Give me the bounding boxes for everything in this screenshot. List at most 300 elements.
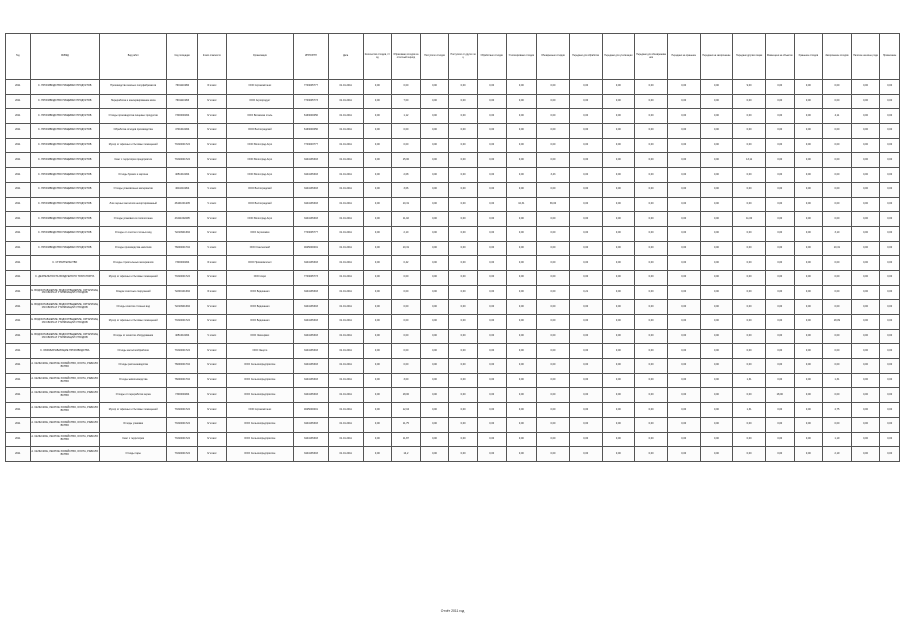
table-cell: 11,00 — [733, 212, 766, 227]
table-cell: 0,00 — [477, 432, 506, 447]
table-cell: 0,00 — [823, 197, 852, 212]
table-cell: С. ПРОИЗВОДСТВО ПИЩЕВЫХ ПРОДУКТОВ — [30, 226, 99, 241]
table-cell: 0,00 — [765, 344, 794, 359]
table-row — [6, 285, 900, 300]
table-cell: 0,00 — [477, 241, 506, 256]
table-cell: 0,00 — [635, 447, 668, 462]
table-cell: 0,00 — [667, 344, 700, 359]
table-cell: 0,00 — [765, 153, 794, 168]
table-cell: А. СЕЛЬСКОЕ, ЛЕСНОЕ ХОЗЯЙСТВО, ОХОТА, РЫБОЛОВСТВО — [30, 447, 99, 462]
table-cell: 0,00 — [700, 388, 733, 403]
table-cell: 0,00 — [537, 124, 570, 139]
table-cell: 0,00 — [420, 182, 449, 197]
table-cell: 76000001704 — [167, 241, 198, 256]
table-cell: 0,00 — [880, 241, 900, 256]
table-row — [6, 241, 900, 256]
table-cell: Смет с территории — [99, 432, 166, 447]
column-header: Захоронение отходов — [823, 34, 852, 80]
table-cell: 0,00 — [733, 315, 766, 330]
table-cell: Мусор от офисных и бытовых помещений — [99, 315, 166, 330]
table-cell: 0,00 — [537, 432, 570, 447]
table-cell: С. ПРОИЗВОДСТВО ПИЩЕВЫХ ПРОДУКТОВ — [30, 168, 99, 183]
table-row — [6, 94, 900, 109]
table-cell: 0,00 — [569, 300, 602, 315]
table-cell: 0,00 — [635, 432, 668, 447]
table-cell: 0,00 — [569, 388, 602, 403]
table-cell: 0,00 — [700, 403, 733, 418]
table-cell: 13,11 — [733, 153, 766, 168]
table-cell: 0,00 — [420, 359, 449, 374]
table-cell: 0,00 — [602, 344, 635, 359]
table-cell: 0,00 — [569, 270, 602, 285]
table-cell: Отходы растениеводства — [99, 359, 166, 374]
table-row — [6, 329, 900, 344]
table-cell: 0,00 — [363, 285, 392, 300]
table-cell: 0,00 — [635, 94, 668, 109]
table-cell: IV класс — [198, 447, 227, 462]
table-cell: 0,00 — [794, 109, 823, 124]
table-cell: 0,00 — [363, 315, 392, 330]
table-cell: 7,00 — [392, 94, 421, 109]
table-cell: ООО Волжская сталь — [226, 109, 293, 124]
table-cell: 0,00 — [880, 403, 900, 418]
table-cell: 0,00 — [794, 373, 823, 388]
table-cell: 0,00 — [420, 153, 449, 168]
table-cell: IV класс — [198, 417, 227, 432]
table-cell: 1,31 — [733, 373, 766, 388]
table-cell: 0,00 — [667, 432, 700, 447]
table-cell: 0,00 — [449, 226, 478, 241]
table-cell: 3,10 — [823, 226, 852, 241]
table-cell: 0,00 — [880, 197, 900, 212]
table-cell: 0,00 — [537, 388, 570, 403]
table-cell: 0,00 — [667, 447, 700, 462]
table-cell: 0,00 — [506, 315, 537, 330]
table-cell: 0,42 — [392, 256, 421, 271]
table-row — [6, 388, 900, 403]
column-header: Примечание — [880, 34, 900, 80]
table-cell: 0,00 — [794, 182, 823, 197]
table-cell: 0,00 — [569, 197, 602, 212]
table-cell: 76011101Б3 — [167, 94, 198, 109]
table-cell: С. ОБРАБАТЫВАЮЩИЕ ПРОИЗВОДСТВА — [30, 344, 99, 359]
table-cell: 0,00 — [733, 109, 766, 124]
table-cell: 0,00 — [506, 138, 537, 153]
table-cell: 0,00 — [733, 447, 766, 462]
table-cell: 0,00 — [765, 300, 794, 315]
table-cell: 0,00 — [700, 447, 733, 462]
table-cell: А. СЕЛЬСКОЕ, ЛЕСНОЕ ХОЗЯЙСТВО, ОХОТА, РЫБОЛОВСТВО — [30, 417, 99, 432]
table-cell: 14,2 — [392, 447, 421, 462]
table-cell: 0,00 — [733, 256, 766, 271]
table-cell: 0,00 — [880, 315, 900, 330]
table-cell: 0,00 — [765, 124, 794, 139]
table-cell: Обработка отходов производства — [99, 124, 166, 139]
table-cell: 0,00 — [363, 168, 392, 183]
table-cell: 0,00 — [449, 388, 478, 403]
table-cell: 0,00 — [569, 417, 602, 432]
table-cell: 0,00 — [765, 432, 794, 447]
table-cell: 0,00 — [569, 256, 602, 271]
table-cell: 0,00 — [700, 256, 733, 271]
table-cell: 0,00 — [667, 182, 700, 197]
table-cell: 3444135303 — [294, 153, 329, 168]
page-footer: Отчёт 2011 год — [440, 609, 465, 613]
table-cell: 0,00 — [537, 300, 570, 315]
table-cell: 11,02 — [392, 212, 421, 227]
table-row — [6, 403, 900, 418]
table-cell: 3,43 — [537, 168, 570, 183]
table-row — [6, 447, 900, 462]
table-cell: IV класс — [198, 138, 227, 153]
table-cell: III класс — [198, 256, 227, 271]
table-cell: ООО Энерго — [226, 344, 293, 359]
table-cell: 01.01.2011 — [328, 212, 363, 227]
table-cell: Отходы металлообработки — [99, 344, 166, 359]
table-cell: 0,00 — [794, 329, 823, 344]
column-header: Наличие на конец года — [851, 34, 880, 80]
table-cell: 72210901394 — [167, 300, 198, 315]
table-cell: 0,00 — [363, 373, 392, 388]
table-cell: 73310001724 — [167, 344, 198, 359]
table-cell: 0,00 — [851, 138, 880, 153]
table-cell: 0,00 — [449, 168, 478, 183]
table-cell: 0,00 — [477, 226, 506, 241]
table-cell: 0,00 — [420, 417, 449, 432]
table-cell: 12,04 — [392, 403, 421, 418]
table-cell: 0,00 — [449, 359, 478, 374]
table-cell: 0,00 — [506, 241, 537, 256]
table-cell: 0,00 — [420, 270, 449, 285]
table-cell: 0,00 — [537, 344, 570, 359]
table-cell: 0,00 — [602, 447, 635, 462]
table-cell: 0,00 — [765, 138, 794, 153]
table-cell: ООО Водоканал — [226, 285, 293, 300]
column-header: Вид работ — [99, 34, 166, 80]
table-cell: С. ПРОИЗВОДСТВО ПИЩЕВЫХ ПРОДУКТОВ — [30, 212, 99, 227]
table-cell: 0,00 — [537, 138, 570, 153]
table-cell: 0,00 — [733, 138, 766, 153]
table-cell: 0,00 — [700, 212, 733, 227]
table-cell: 0,00 — [363, 388, 392, 403]
table-cell: 0,00 — [823, 359, 852, 374]
table-cell: 0,00 — [449, 182, 478, 197]
table-cell: 0,00 — [392, 270, 421, 285]
table-cell: 01.01.2011 — [328, 315, 363, 330]
table-cell: 0,00 — [880, 285, 900, 300]
table-cell: 2011 — [6, 241, 31, 256]
table-cell: 0,00 — [851, 344, 880, 359]
table-cell: 0,00 — [449, 138, 478, 153]
table-cell: 0,00 — [667, 80, 700, 95]
table-cell: 0,00 — [635, 285, 668, 300]
table-cell: 0,00 — [363, 138, 392, 153]
table-cell: IV класс — [198, 270, 227, 285]
table-cell: 0,00 — [363, 300, 392, 315]
column-header: Поступило от других лиц — [449, 34, 478, 80]
table-cell: 0,00 — [506, 109, 537, 124]
table-cell: Е. ВОДОСНАБЖЕНИЕ; ВОДООТВЕДЕНИЕ, ОРГАНИЗАЦИЯ СБОРА И УТИЛИЗАЦИИ ОТХОДОВ — [30, 285, 99, 300]
table-cell: 0,00 — [794, 447, 823, 462]
table-cell: 0,00 — [537, 226, 570, 241]
table-cell: 0,00 — [602, 315, 635, 330]
table-cell: 0,00 — [635, 212, 668, 227]
column-header: Хранение отходов — [794, 34, 823, 80]
table-cell: 0,00 — [880, 300, 900, 315]
table-cell: 0,00 — [477, 417, 506, 432]
table-cell: 7743005773 — [294, 94, 329, 109]
table-cell: 0,00 — [420, 80, 449, 95]
table-cell: 0,00 — [420, 344, 449, 359]
table-cell: 0,00 — [765, 168, 794, 183]
table-cell: 0,00 — [420, 109, 449, 124]
table-cell: 0,00 — [392, 344, 421, 359]
table-cell: 0,00 — [794, 388, 823, 403]
table-cell: IV класс — [198, 168, 227, 183]
table-cell: 0,00 — [363, 94, 392, 109]
table-cell: 0,00 — [477, 270, 506, 285]
table-cell: 0,00 — [880, 417, 900, 432]
table-cell: 0,00 — [733, 182, 766, 197]
table-cell: 0,00 — [851, 300, 880, 315]
table-cell: 0,00 — [765, 315, 794, 330]
table-cell: 3444135303 — [294, 197, 329, 212]
table-cell: IV класс — [198, 226, 227, 241]
table-cell: 2,10 — [392, 226, 421, 241]
table-cell: 0,00 — [635, 388, 668, 403]
column-header: Количество отходов, т/год — [363, 34, 392, 80]
table-cell: 0,00 — [506, 417, 537, 432]
table-cell: 0,00 — [667, 270, 700, 285]
column-header: Передано на хранение — [667, 34, 700, 80]
table-cell: 0,00 — [420, 138, 449, 153]
table-cell: 2011 — [6, 373, 31, 388]
table-cell: 73310001724 — [167, 447, 198, 462]
table-cell: 3444135303 — [294, 447, 329, 462]
table-cell: 72200101394 — [167, 285, 198, 300]
table-cell: 0,00 — [602, 256, 635, 271]
table-cell: 0,00 — [635, 241, 668, 256]
table-cell: 0,00 — [700, 285, 733, 300]
table-cell: 0,00 — [602, 197, 635, 212]
table-cell: 0,00 — [420, 373, 449, 388]
table-cell: 0,00 — [851, 285, 880, 300]
table-cell: С. ПРОИЗВОДСТВО ПИЩЕВЫХ ПРОДУКТОВ — [30, 153, 99, 168]
table-cell: 0,00 — [635, 256, 668, 271]
table-cell: 0,00 — [537, 285, 570, 300]
table-cell: 10,31 — [823, 241, 852, 256]
table-cell: 0,00 — [569, 432, 602, 447]
table-cell: 1,31 — [733, 403, 766, 418]
table-cell: 0,00 — [880, 94, 900, 109]
table-cell: 0,00 — [851, 241, 880, 256]
table-cell: 01.01.2011 — [328, 359, 363, 374]
table-cell: 0,00 — [667, 241, 700, 256]
table-cell: 0,00 — [880, 153, 900, 168]
table-cell: 0,00 — [477, 197, 506, 212]
table-cell: 0,00 — [794, 300, 823, 315]
table-cell: 0,00 — [851, 109, 880, 124]
table-cell: 0,00 — [667, 153, 700, 168]
table-cell: ООО Волгоград-Агро — [226, 138, 293, 153]
table-cell: 0,00 — [794, 241, 823, 256]
table-cell: 0,00 — [667, 168, 700, 183]
table-cell: 4,75 — [823, 403, 852, 418]
table-cell: 0,00 — [506, 168, 537, 183]
table-cell: 0,00 — [794, 168, 823, 183]
table-row — [6, 359, 900, 374]
table-cell: 0,00 — [602, 94, 635, 109]
table-cell: ООО Волгоград-Агро — [226, 168, 293, 183]
table-cell: 2011 — [6, 344, 31, 359]
table-cell: 0,00 — [506, 94, 537, 109]
table-cell: 0,00 — [420, 241, 449, 256]
table-cell: 0,00 — [733, 300, 766, 315]
table-cell: А. СЕЛЬСКОЕ, ЛЕСНОЕ ХОЗЯЙСТВО, ОХОТА, РЫБОЛОВСТВО — [30, 432, 99, 447]
table-cell: 0,00 — [700, 197, 733, 212]
table-cell: 0,00 — [569, 124, 602, 139]
table-cell: 0,00 — [667, 138, 700, 153]
table-cell: 0,00 — [569, 80, 602, 95]
table-cell: 0,00 — [880, 373, 900, 388]
table-row — [6, 197, 900, 212]
table-cell: 0,00 — [880, 226, 900, 241]
table-cell: 0,00 — [477, 168, 506, 183]
table-cell: 0,00 — [635, 124, 668, 139]
table-cell: 0,00 — [506, 182, 537, 197]
table-cell: 0,00 — [880, 138, 900, 153]
table-cell: 0,00 — [667, 329, 700, 344]
table-cell: 0,00 — [765, 212, 794, 227]
table-cell: 0,00 — [700, 168, 733, 183]
table-cell: 0,00 — [537, 94, 570, 109]
table-cell: 0,00 — [506, 226, 537, 241]
table-cell: 0,00 — [765, 373, 794, 388]
table-cell: 0,00 — [363, 417, 392, 432]
table-cell: 0,00 — [765, 94, 794, 109]
table-cell: 4,11 — [823, 109, 852, 124]
table-cell: IV класс — [198, 373, 227, 388]
column-header: Передано другим лицам — [733, 34, 766, 80]
table-cell: 2011 — [6, 124, 31, 139]
table-cell: 0,00 — [765, 329, 794, 344]
table-cell: 43411002295 — [167, 212, 198, 227]
table-cell: 0,00 — [506, 256, 537, 271]
table-cell: Отходы упаковки из полиэтилена — [99, 212, 166, 227]
table-cell: 0,00 — [700, 94, 733, 109]
table-cell: 0,00 — [449, 197, 478, 212]
table-cell: С. ПРОИЗВОДСТВО ПИЩЕВЫХ ПРОДУКТОВ — [30, 124, 99, 139]
table-cell: 0,00 — [392, 285, 421, 300]
table-cell: 0,00 — [823, 182, 852, 197]
table-cell: 0,00 — [765, 359, 794, 374]
table-cell: 0,00 — [506, 359, 537, 374]
table-cell: 2011 — [6, 300, 31, 315]
table-cell: 15,00 — [392, 153, 421, 168]
table-cell: 0,00 — [506, 270, 537, 285]
table-cell: 0,00 — [569, 153, 602, 168]
table-row — [6, 138, 900, 153]
table-cell: 0,00 — [449, 329, 478, 344]
table-cell: 0,00 — [700, 226, 733, 241]
table-row — [6, 300, 900, 315]
table-cell: 0,00 — [733, 226, 766, 241]
table-cell: 0,00 — [477, 153, 506, 168]
table-cell: 3444135303 — [294, 168, 329, 183]
table-cell: 0,00 — [635, 138, 668, 153]
table-cell: 3444135303 — [294, 212, 329, 227]
table-cell: 73310001724 — [167, 153, 198, 168]
table-cell: 0,00 — [733, 344, 766, 359]
table-cell: 0,00 — [506, 124, 537, 139]
table-cell: 0,00 — [700, 329, 733, 344]
table-cell: III класс — [198, 285, 227, 300]
table-cell: 01.01.2011 — [328, 285, 363, 300]
table-row — [6, 226, 900, 241]
table-cell: 0,00 — [794, 417, 823, 432]
table-cell: 2011 — [6, 80, 31, 95]
column-header: Образовано отходов за отчётный период — [392, 34, 421, 80]
column-header: Утилизировано отходов — [506, 34, 537, 80]
table-cell: 0,00 — [363, 226, 392, 241]
table-cell: ООО Сельхозпредприятие — [226, 447, 293, 462]
column-header: Код площадки — [167, 34, 198, 80]
table-cell: 0,00 — [569, 329, 602, 344]
table-cell: Мусор от офисных и бытовых помещений — [99, 270, 166, 285]
table-cell: 73000001Б4 — [167, 109, 198, 124]
table-cell: Отходы животноводства — [99, 373, 166, 388]
table-cell: 0,00 — [363, 153, 392, 168]
table-cell: 0,00 — [851, 168, 880, 183]
table-cell: Отходы очистки сточных вод — [99, 300, 166, 315]
table-cell: 0,00 — [602, 212, 635, 227]
table-cell: 0,00 — [794, 403, 823, 418]
table-cell: С. ПРОИЗВОДСТВО ПИЩЕВЫХ ПРОДУКТОВ — [30, 138, 99, 153]
table-cell: 01.01.2011 — [328, 373, 363, 388]
table-cell: 2011 — [6, 432, 31, 447]
table-cell: 0,00 — [602, 226, 635, 241]
table-cell: 0,00 — [449, 80, 478, 95]
table-cell: 2011 — [6, 285, 31, 300]
table-cell: 0,00 — [700, 432, 733, 447]
table-cell: 4625000001 — [294, 241, 329, 256]
table-cell: 01.01.2011 — [328, 109, 363, 124]
table-cell: 0,00 — [667, 373, 700, 388]
column-header: Дата — [328, 34, 363, 80]
table-cell: Отходы от переработки зерна — [99, 388, 166, 403]
table-row — [6, 109, 900, 124]
table-cell: 0,00 — [537, 153, 570, 168]
table-cell: 2,08 — [392, 168, 421, 183]
table-cell: 0,00 — [851, 388, 880, 403]
table-cell: 0,00 — [477, 182, 506, 197]
column-header: Класс опасности — [198, 34, 227, 80]
table-cell: 0,00 — [392, 124, 421, 139]
table-cell: 0,00 — [537, 417, 570, 432]
table-cell: ООО Сантехснаб — [226, 241, 293, 256]
table-cell: 0,00 — [667, 256, 700, 271]
table-cell: 0,00 — [506, 329, 537, 344]
table-cell: С. СТРОИТЕЛЬСТВО — [30, 256, 99, 271]
table-cell: ООО Аэро — [226, 270, 293, 285]
table-cell: 0,00 — [392, 300, 421, 315]
table-cell: 0,00 — [420, 329, 449, 344]
table-cell: 0,21 — [569, 285, 602, 300]
table-cell: 0,00 — [765, 270, 794, 285]
table-cell: 0,00 — [602, 359, 635, 374]
table-cell: 0,00 — [765, 197, 794, 212]
table-cell: 0,00 — [851, 270, 880, 285]
